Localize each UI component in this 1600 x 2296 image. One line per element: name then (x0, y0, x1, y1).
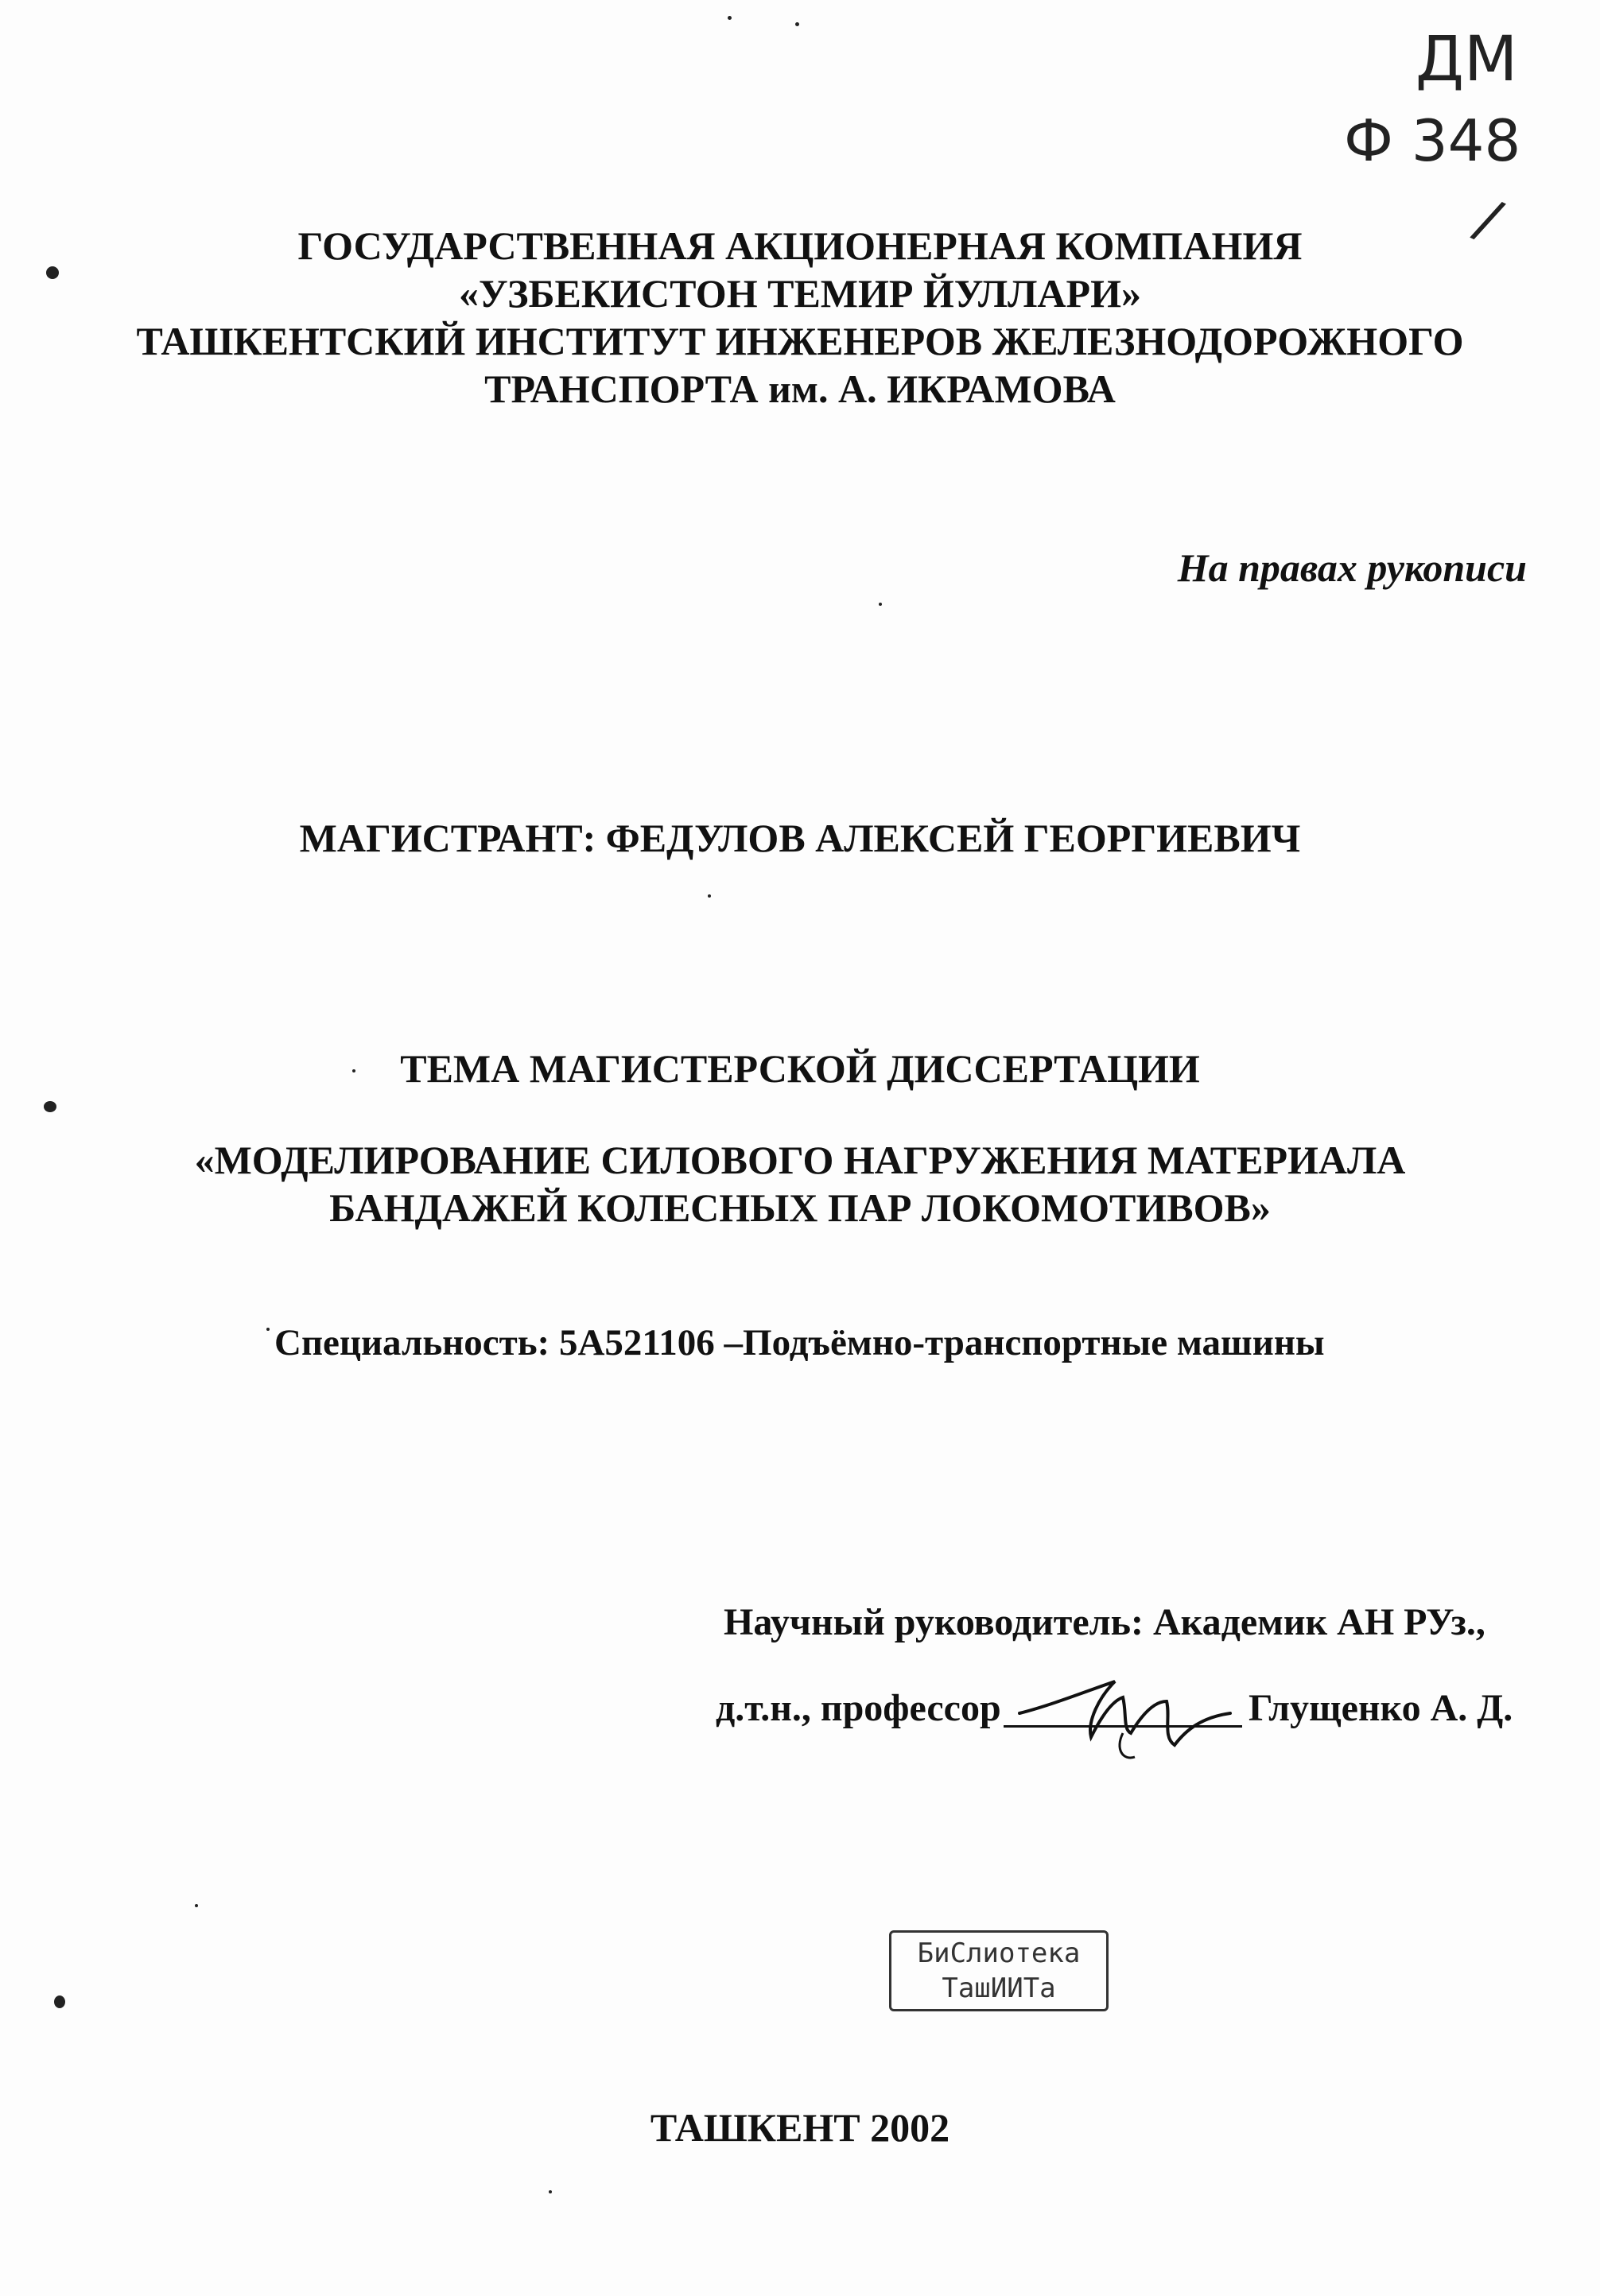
corner-code-line1: ДМ (1416, 24, 1518, 95)
signature-icon (1004, 1658, 1242, 1769)
scan-speck (708, 894, 711, 898)
manuscript-note: На правах рукописи (1177, 545, 1527, 590)
thesis-title-line-2: БАНДАЖЕЙ КОЛЕСНЫХ ПАР ЛОКОМОТИВОВ» (329, 1185, 1271, 1230)
author-line: МАГИСТРАНТ: ФЕДУЛОВ АЛЕКСЕЙ ГЕОРГИЕВИЧ (299, 816, 1301, 860)
scan-speck (54, 1995, 65, 2008)
scan-speck (795, 22, 799, 26)
header-line-3: ТАШКЕНТСКИЙ ИНСТИТУТ ИНЖЕНЕРОВ ЖЕЛЕЗНОДОРОЖНОГО (136, 319, 1464, 363)
scan-speck (549, 2190, 552, 2193)
header-line-1: ГОСУДАРСТВЕННАЯ АКЦИОНЕРНАЯ КОМПАНИЯ (297, 223, 1303, 268)
library-stamp (889, 1930, 1109, 2011)
footer-city-year: ТАШКЕНТ 2002 (650, 2105, 950, 2150)
supervisor-line-1: Научный руководитель: Академик АН РУз., (724, 1601, 1485, 1643)
stamp-line-2: ТашИИТа (942, 1972, 1056, 2004)
supervisor-line-2-prefix: д.т.н., профессор (716, 1687, 1001, 1729)
scan-speck (44, 1101, 56, 1112)
scan-speck (195, 1904, 198, 1907)
scan-speck (266, 1328, 270, 1331)
supervisor-line-2-name: Глущенко А. Д. (1249, 1687, 1513, 1729)
scan-speck (879, 603, 882, 606)
thesis-heading: ТЕМА МАГИСТЕРСКОЙ ДИССЕРТАЦИИ (400, 1046, 1200, 1091)
scan-speck (728, 16, 732, 20)
thesis-title-line-1: «МОДЕЛИРОВАНИЕ СИЛОВОГО НАГРУЖЕНИЯ МАТЕРИАЛА (194, 1138, 1406, 1182)
header-line-2: «УЗБЕКИСТОН ТЕМИР ЙУЛЛАРИ» (459, 271, 1141, 316)
specialty-line: Специальность: 5А521106 –Подъёмно-транспортные машины (274, 1322, 1325, 1363)
corner-code-line2: Ф 348 (1344, 107, 1521, 174)
header-line-4: ТРАНСПОРТА им. А. ИКРАМОВА (484, 367, 1116, 411)
stamp-line-1: БиСлиотека (917, 1937, 1081, 1969)
corner-mark: / (1466, 185, 1511, 254)
